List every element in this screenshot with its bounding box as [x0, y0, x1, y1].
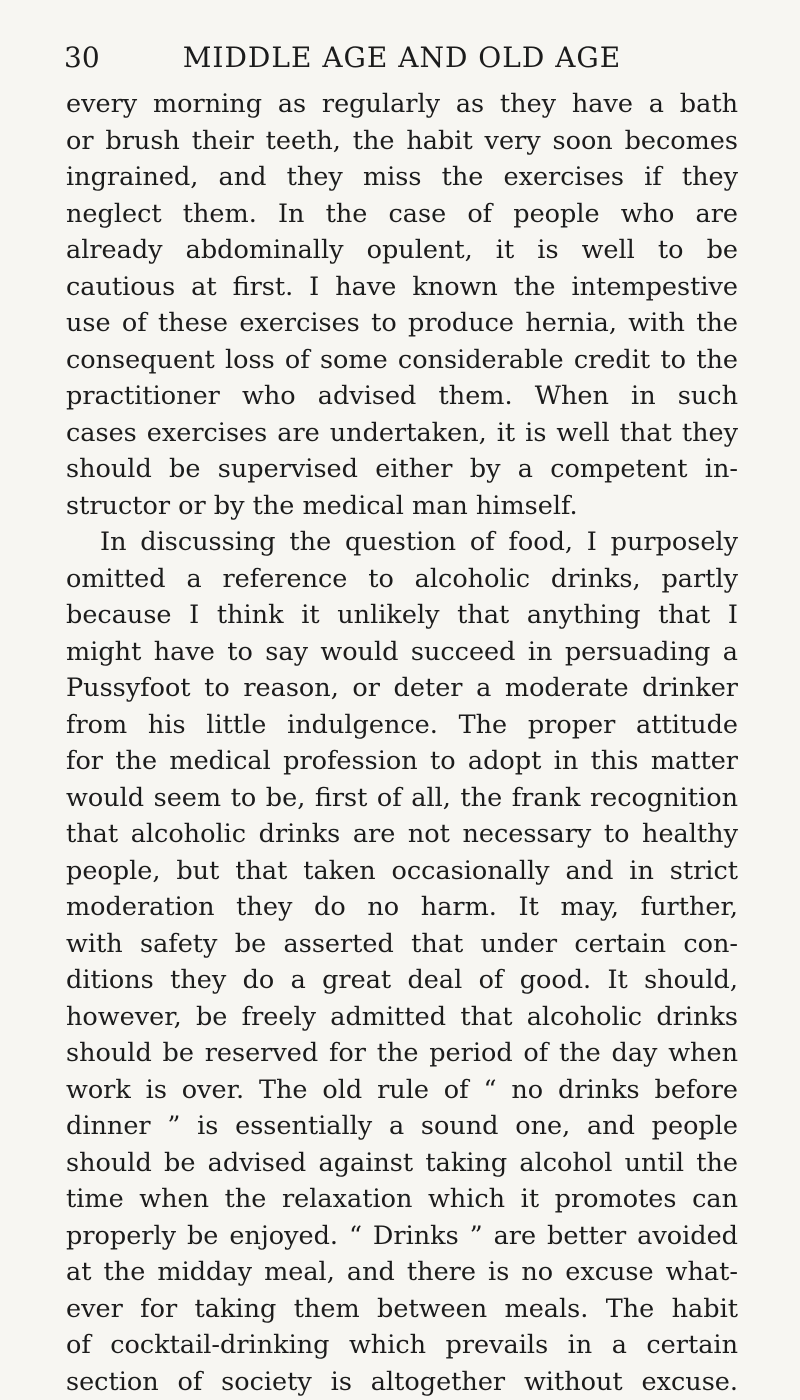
text-line: properly be enjoyed. “ Drinks ” are better avoided: [66, 1218, 738, 1255]
page-number: 30: [64, 38, 100, 78]
text-line: omitted a reference to alcoholic drinks, partly: [66, 561, 738, 598]
text-line: moderation they do no harm. It may, further,: [66, 889, 738, 926]
running-head: [64, 38, 740, 78]
text-line: practitioner who advised them. When in such: [66, 378, 738, 415]
text-line: neglect them. In the case of people who are: [66, 196, 738, 233]
body-text: [66, 86, 738, 1400]
text-line: work is over. The old rule of “ no drinks before: [66, 1072, 738, 1109]
text-line: should be reserved for the period of the day when: [66, 1035, 738, 1072]
text-line: should be supervised either by a competent in-: [66, 451, 738, 488]
text-line: ingrained, and they miss the exercises if they: [66, 159, 738, 196]
text-line: every morning as regularly as they have a bath: [66, 86, 738, 123]
text-line: because I think it unlikely that anything that I: [66, 597, 738, 634]
text-line: or brush their teeth, the habit very soon becomes: [66, 123, 738, 160]
text-line: might have to say would succeed in persuading a: [66, 634, 738, 671]
text-line: for the medical profession to adopt in this matter: [66, 743, 738, 780]
text-line: however, be freely admitted that alcoholic drinks: [66, 999, 738, 1036]
text-line: use of these exercises to produce hernia, with the: [66, 305, 738, 342]
text-line: cases exercises are undertaken, it is well that they: [66, 415, 738, 452]
text-line: at the midday meal, and there is no excuse what-: [66, 1254, 738, 1291]
text-line: section of society is altogether without excuse.: [66, 1364, 738, 1400]
text-line: Pussyfoot to reason, or deter a moderate drinker: [66, 670, 738, 707]
text-line: of cocktail-drinking which prevails in a certain: [66, 1327, 738, 1364]
text-line: time when the relaxation which it promotes can: [66, 1181, 738, 1218]
text-line: would seem to be, first of all, the frank recognition: [66, 780, 738, 817]
paragraph-first-line: In discussing the question of food, I purposely: [66, 524, 738, 561]
text-line: ditions they do a great deal of good. It should,: [66, 962, 738, 999]
text-line: consequent loss of some considerable credit to the: [66, 342, 738, 379]
text-line: cautious at first. I have known the intempestive: [66, 269, 738, 306]
running-title: MIDDLE AGE AND OLD AGE: [64, 38, 740, 78]
text-line: ever for taking them between meals. The habit: [66, 1291, 738, 1328]
text-line: people, but that taken occasionally and in strict: [66, 853, 738, 890]
text-line: that alcoholic drinks are not necessary to healthy: [66, 816, 738, 853]
text-line: with safety be asserted that under certain con-: [66, 926, 738, 963]
text-line: should be advised against taking alcohol until the: [66, 1145, 738, 1182]
text-line: dinner ” is essentially a sound one, and people: [66, 1108, 738, 1145]
text-line: structor or by the medical man himself.: [66, 488, 738, 525]
text-line: already abdominally opulent, it is well to be: [66, 232, 738, 269]
text-line: from his little indulgence. The proper attitude: [66, 707, 738, 744]
